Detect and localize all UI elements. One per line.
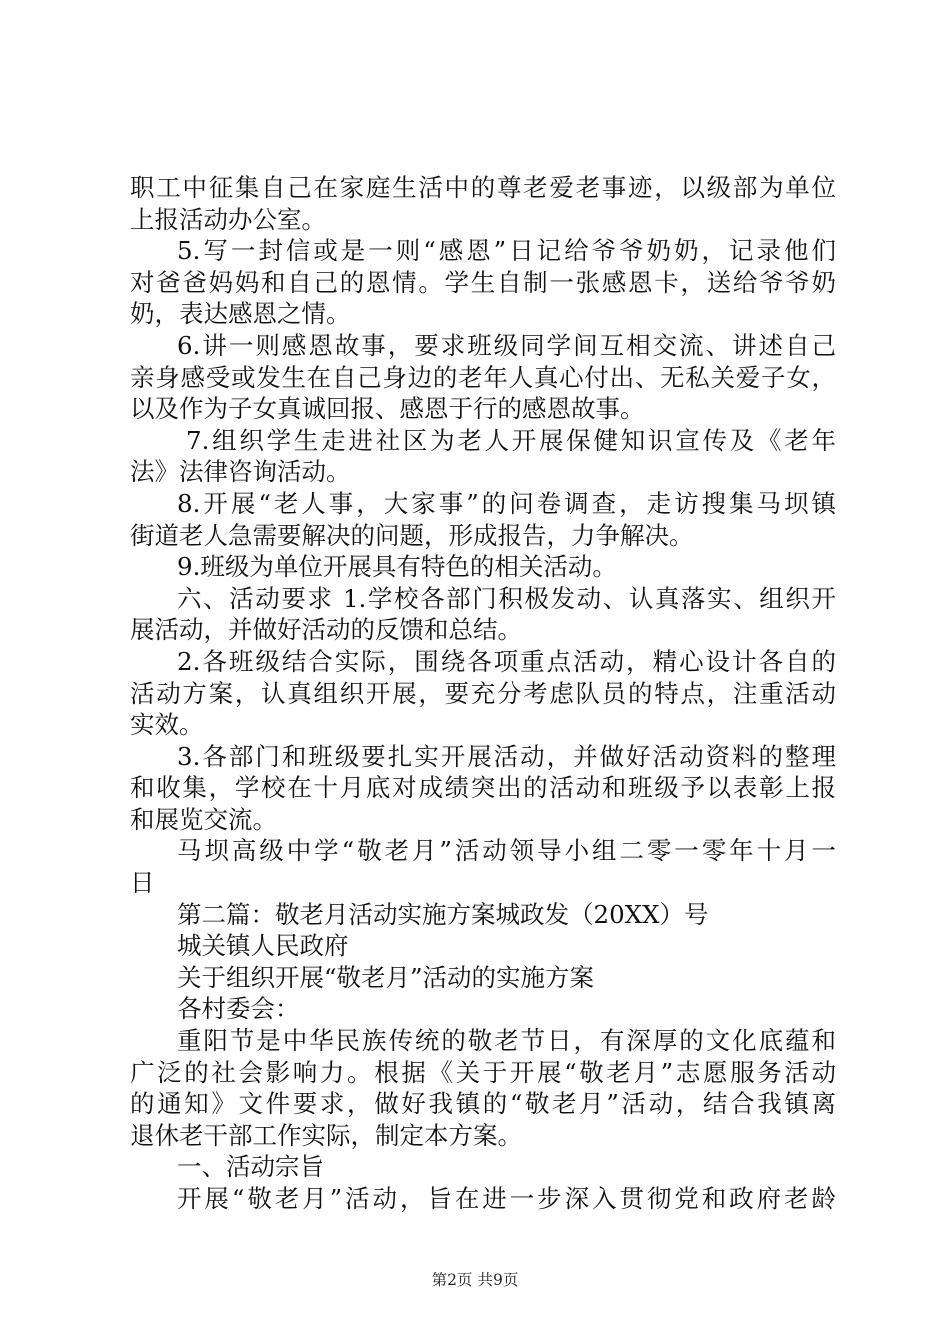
- text-line: 6.讲一则感恩故事，要求班级同学间互相交流、讲述自己: [177, 330, 836, 360]
- page-number-footer: 第2页 共9页: [431, 1271, 519, 1289]
- document-body: [130, 172, 836, 1215]
- text-line: 2.各班级结合实际，围绕各项重点活动，精心设计各自的: [177, 646, 836, 676]
- text-line: 退休老干部工作实际，制定本方案。: [130, 1120, 522, 1150]
- section-heading: 一、活动宗旨: [177, 1152, 324, 1182]
- text-line: 以及作为子女真诚回报、感恩于行的感恩故事。: [130, 394, 645, 424]
- text-line: 5.写一封信或是一则“感恩”日记给爷爷奶奶，记录他们: [177, 236, 836, 266]
- text-line: 法》法律咨询活动。: [130, 457, 351, 487]
- text-line: 职工中征集自己在家庭生活中的尊老爱老事迹，以级部为单位: [130, 173, 836, 202]
- text-line: 广泛的社会影响力。根据《关于开展“敬老月”志愿服务活动: [130, 1057, 836, 1087]
- text-line: 7.组织学生走进社区为老人开展保健知识宣传及《老年: [186, 425, 836, 455]
- text-line: 重阳节是中华民族传统的敬老节日，有深厚的文化底蕴和: [177, 1026, 836, 1056]
- signature-line: 马坝高级中学“敬老月”活动领导小组二零一零年十月一: [177, 836, 836, 866]
- text-line: 的通知》文件要求，做好我镇的“敬老月”活动，结合我镇离: [130, 1089, 836, 1119]
- signature-date-line: 日: [130, 868, 155, 898]
- text-line: 8.开展“老人事，大家事”的问卷调查，走访搜集马坝镇: [177, 488, 836, 518]
- text-line: 奶，表达感恩之情。: [130, 299, 351, 329]
- chapter-title: 第二篇：敬老月活动实施方案城政发（20XX）号: [177, 899, 709, 929]
- text-line: 上报活动办公室。: [130, 204, 326, 234]
- text-line: 活动方案，认真组织开展，要充分考虑队员的特点，注重活动: [130, 678, 836, 708]
- text-line: 开展“敬老月”活动，旨在进一步深入贯彻党和政府老龄: [177, 1184, 836, 1213]
- text-line: 街道老人急需要解决的问题，形成报告，力争解决。: [130, 520, 694, 550]
- addressee-line: 各村委会：: [177, 994, 300, 1024]
- text-line: 和收集，学校在十月底对成绩突出的活动和班级予以表彰上报: [130, 773, 836, 803]
- text-line: 实效。: [130, 710, 204, 740]
- text-line: 展活动，并做好活动的反馈和总结。: [130, 615, 522, 645]
- text-line: 9.班级为单位开展具有特色的相关活动。: [177, 552, 617, 582]
- text-line: 3.各部门和班级要扎实开展活动，并做好活动资料的整理: [177, 741, 836, 771]
- text-line: 对爸爸妈妈和自己的恩情。学生自制一张感恩卡，送给爷爷奶: [130, 267, 836, 297]
- issuer-line: 城关镇人民政府: [177, 931, 349, 961]
- text-line: 和展览交流。: [130, 804, 277, 834]
- section-heading-line: 六、活动要求 1.学校各部门积极发动、认真落实、组织开: [177, 583, 836, 613]
- document-title: 关于组织开展“敬老月”活动的实施方案: [177, 962, 595, 992]
- text-line: 亲身感受或发生在自己身边的老年人真心付出、无私关爱子女，: [130, 362, 836, 392]
